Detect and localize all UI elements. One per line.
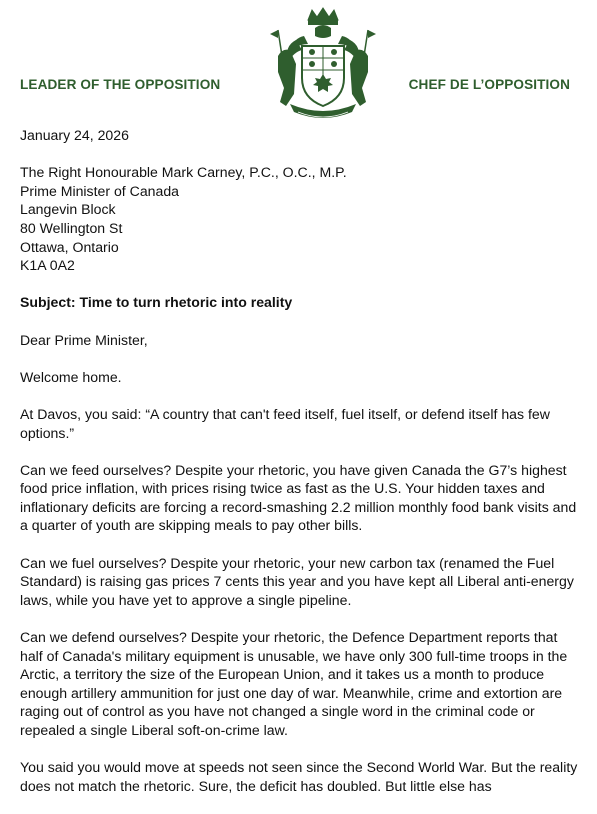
recipient-line: 80 Wellington St [20, 219, 123, 236]
recipient-line: Prime Minister of Canada [20, 182, 180, 199]
letter-paragraph: Can we feed ourselves? Despite your rhetoric, you have given Canada the G7’s highest food price inflation, with prices rising twice as fast as the U.S. Your hidden taxes and inflationary deficits are forcing a record-smashing 2.2 million monthly food bank visits and a quarter of youth are skipping meals to pay other bills. [20, 461, 577, 534]
recipient-line: The Right Honourable Mark Carney, P.C., O.C., M.P. [20, 164, 347, 181]
letter-paragraph: Welcome home. [20, 368, 122, 385]
letterhead [0, 0, 597, 125]
recipient-line: Langevin Block [20, 201, 116, 218]
letter-subject: Subject: Time to turn rhetoric into reality [20, 294, 293, 311]
letter-paragraph: You said you would move at speeds not seen since the Second World War. But the reality does not match the rhetoric. Sure, the deficit has doubled. But little else has [20, 759, 578, 794]
recipient-line: Ottawa, Ontario [20, 238, 119, 255]
letter-paragraph: At Davos, you said: “A country that can't feed itself, fuel itself, or defend itself has few options.” [20, 405, 550, 441]
letter-date: January 24, 2026 [20, 127, 129, 143]
letter-paragraph: Can we fuel ourselves? Despite your rhetoric, your new carbon tax (renamed the Fuel Standard) is raising gas prices 7 cents this year and you have kept all Liberal anti-energy laws, while you have yet to approve a single pipeline. [20, 554, 574, 608]
letter-body [20, 126, 580, 814]
letter-salutation: Dear Prime Minister, [20, 331, 148, 348]
recipient-line: K1A 0A2 [20, 257, 75, 274]
letterhead-title-french: CHEF DE L’OPPOSITION [408, 77, 570, 92]
coat-of-arms-icon [268, 6, 378, 121]
letterhead-title-english: LEADER OF THE OPPOSITION [20, 77, 221, 92]
letter-paragraph: Can we defend ourselves? Despite your rhetoric, the Defence Department reports that half of Canada's military equipment is unusable, we have only 300 full-time troops in the Arctic, a territory the size of the European Union, and it takes us a month to produce enough artillery ammunition for just one day of war. Meanwhile, crime and extortion are raging out of control as you have not changed a single word in the criminal code or repealed a single Liberal soft-on-crime law. [20, 629, 568, 738]
recipient-address [20, 163, 580, 275]
